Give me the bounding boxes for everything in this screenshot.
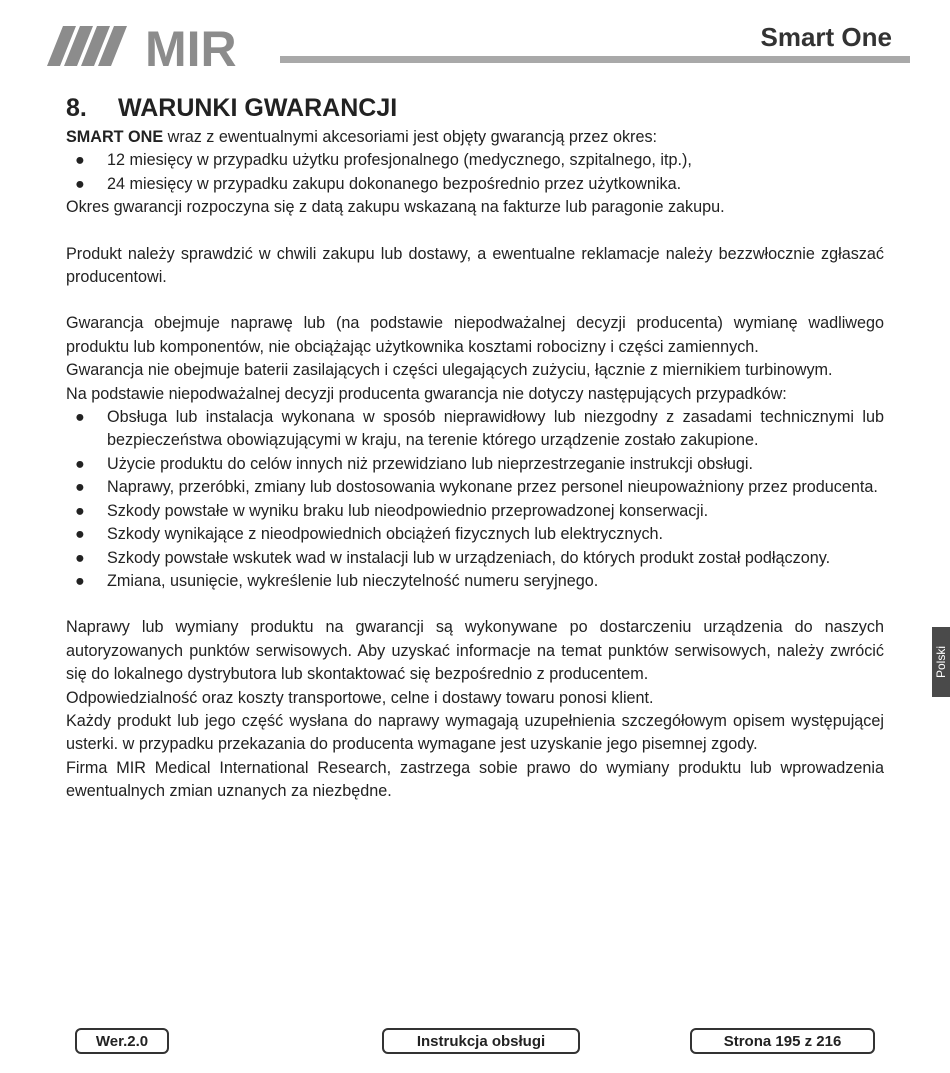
bullet-icon: ● <box>75 525 85 544</box>
product-bold: SMART ONE <box>66 128 164 146</box>
exclusions-list <box>66 406 884 593</box>
list-item: ● Szkody powstałe w wyniku braku lub nieodpowiednio przeprowadzonej konserwacji. <box>66 500 884 523</box>
bullet-icon: ● <box>75 408 85 427</box>
list-item: ● 24 miesięcy w przypadku zakupu dokonanego bezpośrednio przez użytkownika. <box>66 173 884 196</box>
document-body <box>66 92 884 804</box>
not-covered-paragraph: Gwarancja nie obejmuje baterii zasilających i części ulegających zużyciu, łącznie z miernikiem turbinowym. <box>66 361 833 380</box>
description-paragraph: Każdy produkt lub jego część wysłana do naprawy wymagają uzupełnienia szczegółowym opisem występującej usterki. w przypadku przekazania do producenta wymagane jest uzyskanie jego pisemnej zgody. <box>66 711 884 754</box>
check-product-paragraph: Produkt należy sprawdzić w chwili zakupu lub dostawy, a ewentualne reklamacje należy bezzwłocznie zgłaszać producentowi. <box>66 244 884 287</box>
transport-paragraph: Odpowiedzialność oraz koszty transportowe, celne i dostawy towaru ponosi klient. <box>66 688 654 707</box>
period-start-paragraph: Okres gwarancji rozpoczyna się z datą zakupu wskazaną na fakturze lub paragonie zakupu. <box>66 198 725 217</box>
footer-page-number: Strona 195 z 216 <box>690 1028 875 1054</box>
footer-version: Wer.2.0 <box>75 1028 169 1054</box>
exclusions-intro: Na podstawie niepodważalnej decyzji producenta gwarancja nie dotyczy następujących przypadków: <box>66 384 787 403</box>
section-title <box>66 92 884 124</box>
list-item: ● Użycie produktu do celów innych niż przewidziano lub nieprzestrzeganie instrukcji obsługi. <box>66 453 884 476</box>
list-item: ● Obsługa lub instalacja wykonana w sposób nieprawidłowy lub niezgodny z zasadami technicznymi lub bezpieczeństwa obowiązującymi w kraju, na terenie którego urządzenie zostało zakupione. <box>75 408 884 450</box>
mir-logo <box>47 20 279 68</box>
section-number: 8. <box>66 94 87 122</box>
svg-text:MIR: MIR <box>145 21 237 68</box>
coverage-paragraph: Gwarancja obejmuje naprawę lub (na podstawie niepodważalnej decyzji producenta) wymianę wadliwego produktu lub komponentów, nie obciążając użytkownika kosztami robocizny i części zamiennych. <box>66 314 884 356</box>
language-tab <box>932 627 950 697</box>
bullet-icon: ● <box>75 571 85 590</box>
repairs-paragraph: Naprawy lub wymiany produktu na gwarancji są wykonywane po dostarczeniu urządzenia do naszych autoryzowanych punktów serwisowych. Aby uzyskać informacje na temat punktów serwisowych, należy zwrócić się do lokalnego dystrybutora lub skontaktować się bezpośrednio z producentem. <box>66 618 884 684</box>
list-item: ● Naprawy, przeróbki, zmiany lub dostosowania wykonane przez personel nieupoważniony przez producenta. <box>66 476 884 499</box>
intro-paragraph: SMART ONE wraz z ewentualnymi akcesoriami jest objęty gwarancją przez okres: <box>66 128 658 146</box>
header-rule <box>280 56 910 63</box>
bullet-icon: ● <box>75 548 85 567</box>
list-item: ● 12 miesięcy w przypadku użytku profesjonalnego (medycznego, szpitalnego, itp.), <box>66 149 884 172</box>
bullet-icon: ● <box>75 478 85 497</box>
bullet-icon: ● <box>75 454 85 473</box>
footer-manual-title: Instrukcja obsługi <box>382 1028 580 1054</box>
language-tab-label: Polski <box>934 645 948 679</box>
warranty-period-list <box>66 149 884 196</box>
product-name: Smart One <box>760 22 892 52</box>
bullet-icon: ● <box>75 151 85 170</box>
section-title-text: WARUNKI GWARANCJI <box>118 94 398 122</box>
bullet-icon: ● <box>75 174 85 193</box>
list-item: ● Zmiana, usunięcie, wykreślenie lub nieczytelność numeru seryjnego. <box>66 570 884 593</box>
list-item: ● Szkody powstałe wskutek wad w instalacji lub w urządzeniach, do których produkt został podłączony. <box>66 547 884 570</box>
bullet-icon: ● <box>75 501 85 520</box>
company-paragraph: Firma MIR Medical International Research, zastrzega sobie prawo do wymiany produktu lub wprowadzenia ewentualnych zmian uznanych za niezbędne. <box>66 758 884 801</box>
list-item: ● Szkody wynikające z nieodpowiednich obciążeń fizycznych lub elektrycznych. <box>66 523 884 546</box>
